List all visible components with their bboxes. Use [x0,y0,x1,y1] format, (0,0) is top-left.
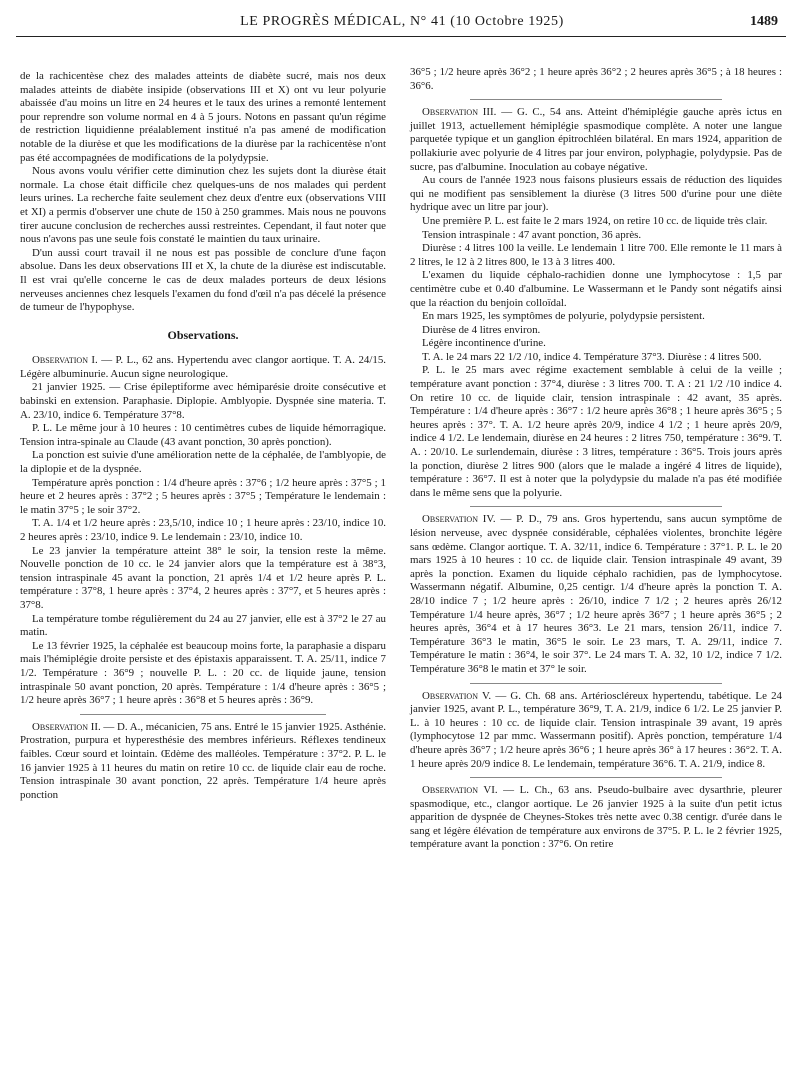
observation-text: — P. L., 62 ans. Hypertendu avec clangor aortique. T. A. 24/15. Légère albuminurie. Aucun signe neurologique. [20,354,386,380]
paragraph: Une première P. L. est faite le 2 mars 1924, on retire 10 cc. de liquide très clair. [422,214,768,227]
observation-4 [410,513,782,676]
paragraph: 36°5 ; 1/2 heure après 36°2 ; 1 heure après 36°2 ; 2 heures après 36°5 ; à 18 heures : 36°6. [410,66,782,92]
header-rule [16,36,786,37]
paragraph: P. L. le 25 mars avec régime exactement semblable à celui de la veille ; température avant ponction : 37°4, diurèse : 3 litres 700. T. A : 21 1/2 /10 indice 4. On retire 10 cc. de liquide clair, tension intraspinale : 42 avant, 35 après. Température : 1/4 d'heure après : 36°7 : 1/2 heure après 36°8 ; 1 heure après 36°5 ; 5 heures après : 37°. T. A. 1/2 heure après 20/9, indice 4 1/2 ; 1 heure après 20/9, indice 4 1/2. Le lendemain, diurèse en 24 heures : 2 litres 750, température : 36°9. T. A. : 20/10. Le surlendemain, diurèse : 3 litres, température : 36°5. Trois jours après la ponction, diurèse 2 litres 900 (alors que le malade a ingéré 4 litres de liquide), température : 36°7. Il est à noter que la polydypsie du malade n'a pas été modifiée dans le même sens que la polyurie. [410,364,782,499]
observation-label: Observation III. [422,106,497,119]
left-column [20,70,386,802]
paragraph: Diurèse : 4 litres 100 la veille. Le lendemain 1 litre 700. Elle remonte le 11 mars à 2 litres, le 12 à 2 litres 800, le 13 à 3 litres 400. [410,242,782,268]
paragraph: D'un aussi court travail il ne nous est pas possible de conclure d'une façon absolue. Dans les deux observations III et X, la chute de la diurèse est indiscutable. Il est vrai qu'elle concerne le cas de deux malades porteurs de deux lésions nerveuses anciennes chez lesquels l'examen du fond d'œil n'a pas décelé la présence de tumeur de l'hypophyse. [20,246,386,314]
observation-1 [20,354,386,381]
page-header [26,12,778,36]
observation-6 [410,784,782,852]
observation-2 [20,721,386,803]
paragraph: T. A. le 24 mars 22 1/2 /10, indice 4. Température 37°3. Diurèse : 4 litres 500. [422,350,762,363]
observation-label: Observation II. [32,720,101,733]
paragraph: La température tombe régulièrement du 24 au 27 janvier, elle est à 37°2 le 27 au matin. [20,612,386,639]
separator [470,777,722,778]
paragraph: Température après ponction : 1/4 d'heure après : 37°6 ; 1/2 heure après : 37°5 ; 1 heure et 2 heures après : 37°2 ; 5 heures après : 37°5 ; Température le lendemain : le matin 37°5 ; le soir 37°2. [20,476,386,516]
observation-label: Observation V. [422,689,492,702]
section-title: Observations. [167,327,239,342]
observation-label: Observation I. [32,354,98,367]
right-column [410,66,782,852]
separator [80,714,326,715]
page-number: 1489 [750,14,778,29]
observation-label: Observation IV. [422,513,496,526]
separator [470,683,722,684]
observation-label: Observation VI. [422,784,498,797]
paragraph: Le 23 janvier la température atteint 38° le soir, la tension reste la même. Nouvelle ponction de 10 cc. le 24 janvier alors que la température est à 38°3, tension intraspinale 45 avant la ponction, 21 après 1/4 et 1/2 heure après P. L. température : 37°8, 1 heure après : 37°4, 2 heures après : 37°7, et 5 heures après : 37°8. [20,544,386,611]
separator [470,506,722,507]
journal-title: LE PROGRÈS MÉDICAL, N° 41 (10 Octobre 1925) [240,14,564,29]
paragraph: En mars 1925, les symptômes de polyurie, polydypsie persistent. [422,310,705,323]
paragraph: Le 13 février 1925, la céphalée est beaucoup moins forte, la paraphasie a disparu mais l'hémiplégie droite persiste et des épistaxis apparaissent. T. A. 25/11, indice 7 1/2. Température : 36°9 ; nouvelle P. L. : 20 cc. de liquide jaune, tension intraspinale 50 avant ponction, 20 après. Température : 1/4 d'heure après : 36°5 ; 1/2 heure après 36°7 ; 1 heure après : 36°8 et 5 heures après : 36°9. [20,639,386,707]
paragraph: Légère incontinence d'urine. [422,337,546,350]
paragraph: Diurèse de 4 litres environ. [422,323,541,336]
paragraph: L'examen du liquide céphalo-rachidien donne une lymphocytose : 1,5 par centimètre cube et 0.40 d'albumine. Le Wassermann et le Pandy sont négatifs ainsi que la réaction du benjoin colloïdal. [410,269,782,309]
paragraph: T. A. 1/4 et 1/2 heure après : 23,5/10, indice 10 ; 1 heure après : 23/10, indice 10. 2 heures après : 23/10, indice 9. Le lendemain : 23/10, indice 10. [20,517,386,543]
observation-text: — D. A., mécanicien, 75 ans. Entré le 15 janvier 1925. Asthénie. Prostration, purpura et hyperesthésie des membres inférieurs. Réflexes tendineux faibles. Cœur sourd et lointain. Œdème des malléoles. Température : 37°2. P. L. le 16 janvier 1925 à 11 heures du matin on retire 10 cc. de liquide clair eau de roche. Tension intraspinale 30 avant ponction, 22 après. Température 1/4 heure après ponction [20,720,386,801]
paragraph: Tension intraspinale : 47 avant ponction, 36 après. [422,228,642,241]
paragraph: Nous avons voulu vérifier cette diminution chez les sujets dont la diurèse était normale. La chose était difficile chez quelques-uns de nos malades qui perdent leurs urines. La recherche faite seulement chez deux d'entre eux (observations VIII et XI) a permis d'observer une chute de 150 à 250 grammes. Mais nous ne pouvons tirer aucune conclusion de recherches aussi restreintes. Cependant, il faut noter que nous n'avons pas une seule fois constaté le maintien du taux urinaire. [20,165,386,246]
observation-5 [410,690,782,772]
paragraph: P. L. Le même jour à 10 heures : 10 centimètres cubes de liquide hémorragique. Tension intra-spinale au Claude (43 avant ponction, 30 après ponction). [20,422,386,448]
observation-text: — L. Ch., 63 ans. Pseudo-bulbaire avec dysarthrie, pleurer spasmodique, etc., clangor aortique. Le 26 janvier 1925 à la suite d'un petit ictus apparition de dyspnée de Cheynes-Stokes très nette avec 0.38 centigr. d'urée dans le sang et légère élévation de température aux environs de 37°5. P. L. le 2 février 1925, température avant la ponction : 37°6. On retire [410,784,782,851]
paragraph: de la rachicentèse chez des malades atteints de diabète sucré, mais nos deux malades atteints de diabète insipide (observations III et X) ont vu leur polyurie abaissée d'au moins un litre en 24 heures et le taux des urines a remonté lentement pour reprendre son volume normal en 4 à 5 jours. Notons en passant qu'un régime de restriction liquidienne préalablement institué n'a pas amené de modification notable de la diurèse et que les modifications de la diurèse par la rachicentèse n'ont pas été accompagnées de modifications de la polydypsie. [20,70,386,164]
observation-text: — G. C., 54 ans. Atteint d'hémiplégie gauche après ictus en juillet 1913, actuellement hémiplégie spasmodique complète. A noter une langue parquetée typique et un ganglion épitrochléen bilatéral. En mars 1924, apparition de pollakiurie avec polyurie de 4 litres par jour environ, polyphagie, polydypsie. Pas de sucre, pas d'albumine. Inoculation au cobaye négative. [410,106,782,173]
observation-text: — P. D., 79 ans. Gros hypertendu, sans aucun symptôme de lésion nerveuse, avec dyspnée considérable, céphalées violentes, bronchite légère sans œdème. Clangor aortique. T. A. 32/11, indice 6. Température : 37°1. P. L. le 20 mars 1925 à 10 heures : 10 cc. de liquide clair. Tension intraspinale 49 avant, 39 après la ponction. Examen du liquide céphalo rachidien, pas de lymphocytose. Wassermann négatif. Albumine, 0,25 centigr. 1/4 d'heure après la ponction T. A. 28/10 indice 7 ; 1/2 heure après : 26/10, indice 7 1/2 ; 2 heures après 26/12 Température 1/4 heure après, 36°7 ; 1/2 heure après 36°7 ; 1 heure après 36°5 ; 2 heures après, 36°4 et à 17 heures 36°3. Le 21 mars, tension 26/11, indice 7. Température 36°3 le matin, 36°5 le soir. Le 23 mars, T. A. 29/11, indice 7. Température le matin : 36°4, le soir 37°. Le 24 mars T. A. 32, 10 1/2, indice 7 1/2. Température 36°8 le matin et 37° le soir. [410,513,782,675]
paragraph: Au cours de l'année 1923 nous faisons plusieurs essais de réduction des liquides qui ne modifient pas sensiblement la diurèse (3 litres 500 d'urine pour une diète hydrique avec un litre par jour). [410,174,782,214]
paragraph: 21 janvier 1925. — Crise épileptiforme avec hémiparésie droite consécutive et babinski en extension. Paraphasie. Diplopie. Amblyopie. Dyspnée sine materia. T. A. 23/10, indice 6. Température 37°8. [20,381,386,421]
observation-3 [410,106,782,174]
paragraph: La ponction est suivie d'une amélioration nette de la céphalée, de l'amblyopie, de la diplopie et de la dyspnée. [20,449,386,476]
observation-text: — G. Ch. 68 ans. Artérioscléreux hypertendu, tabétique. Le 24 janvier 1925, avant P. L., température 36°9, T. A. 21/9, indice 6 1/2. Le 25 janvier P. L. à 10 heures : 10 cc. de liquide clair. Tension intraspinale 39 avant, 19 après (lymphocytose 12 par mmc. Wassermann positif). Après ponction, température 1/4 d'heure après 36°7 ; 1/2 heure après 36°6 ; 1 heure après 36° à 17 heures : 36°2. T. A. 1 heure après 20/9 indice 8. Le lendemain, température 36°6. T. A. 21/9, indice 8. [410,689,782,770]
separator [470,99,722,100]
